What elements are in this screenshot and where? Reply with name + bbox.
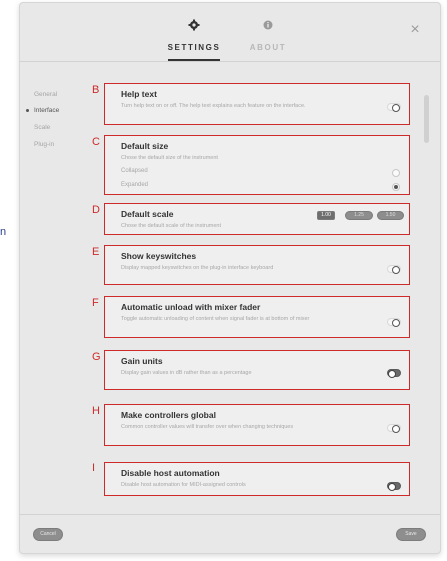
annotation-letter: I bbox=[92, 462, 96, 474]
setting-gain-units bbox=[104, 350, 410, 390]
setting-disable-host-automation bbox=[104, 462, 410, 496]
setting-automatic-unload bbox=[104, 296, 410, 338]
sidebar-item-scale[interactable]: Scale bbox=[34, 124, 51, 131]
setting-title: Make controllers global bbox=[121, 410, 216, 420]
active-tab-indicator bbox=[168, 59, 220, 61]
scale-option-1-00[interactable]: 1.00 bbox=[317, 211, 335, 220]
sidebar-item-label: Interface bbox=[34, 107, 60, 114]
setting-description: Display gain values in dB rather than as a percentage bbox=[121, 370, 252, 376]
setting-title: Default scale bbox=[121, 209, 174, 219]
setting-title: Automatic unload with mixer fader bbox=[121, 302, 261, 312]
option-label-collapsed: Collapsed bbox=[121, 168, 148, 174]
make-controllers-global-toggle[interactable] bbox=[387, 424, 401, 432]
tab-settings[interactable] bbox=[166, 19, 222, 55]
gain-units-toggle[interactable] bbox=[387, 369, 401, 377]
toggle-knob bbox=[392, 266, 400, 274]
sidebar-item-general[interactable]: General bbox=[34, 91, 58, 98]
scale-option-1-50[interactable]: 1.50 bbox=[377, 211, 404, 220]
sidebar-item-interface[interactable] bbox=[34, 107, 59, 114]
setting-help-text bbox=[104, 83, 410, 125]
setting-make-controllers-global bbox=[104, 404, 410, 446]
setting-show-keyswitches bbox=[104, 245, 410, 285]
tab-about[interactable] bbox=[246, 19, 290, 55]
tab-about-label: ABOUT bbox=[249, 43, 287, 52]
setting-default-size bbox=[104, 135, 410, 195]
tab-settings-label: SETTINGS bbox=[167, 43, 221, 52]
setting-title: Disable host automation bbox=[121, 468, 220, 478]
settings-dialog bbox=[19, 2, 441, 554]
setting-title: Help text bbox=[121, 89, 157, 99]
scale-option-1-25[interactable]: 1.25 bbox=[345, 211, 373, 220]
annotation-letter: C bbox=[92, 136, 100, 148]
setting-description: Toggle automatic unloading of content when signal fader is at bottom of mixer bbox=[121, 316, 310, 322]
setting-title: Show keyswitches bbox=[121, 251, 197, 261]
annotation-letter: H bbox=[92, 405, 100, 417]
setting-description: Display mapped keyswitches on the plug-in interface keyboard bbox=[121, 265, 274, 271]
setting-description: Disable host automation for MIDI-assigned controls bbox=[121, 482, 246, 488]
dialog-header bbox=[20, 3, 440, 62]
cancel-button[interactable]: Cancel bbox=[33, 528, 63, 541]
toggle-knob bbox=[392, 104, 400, 112]
help-text-toggle[interactable] bbox=[387, 103, 401, 111]
toggle-knob bbox=[392, 319, 400, 327]
annotation-letter: B bbox=[92, 84, 100, 96]
close-icon[interactable]: × bbox=[410, 21, 420, 38]
setting-description: Turn help text on or off. The help text explains each feature on the interface. bbox=[121, 103, 306, 109]
annotation-letter: D bbox=[92, 204, 100, 216]
annotation-letter: E bbox=[92, 246, 100, 258]
setting-description: Chose the default scale of the instrument bbox=[121, 223, 221, 229]
radio-expanded[interactable] bbox=[392, 183, 400, 191]
annotation-letter: G bbox=[92, 351, 101, 363]
active-dot-icon bbox=[26, 109, 29, 112]
setting-title: Default size bbox=[121, 141, 169, 151]
radio-collapsed[interactable] bbox=[392, 169, 400, 177]
info-icon bbox=[262, 19, 274, 31]
toggle-knob bbox=[388, 370, 396, 378]
scrollbar-thumb[interactable] bbox=[424, 95, 429, 143]
dialog-footer bbox=[20, 514, 440, 553]
save-button[interactable]: Save bbox=[396, 528, 426, 541]
automatic-unload-toggle[interactable] bbox=[387, 318, 401, 326]
margin-marker: n bbox=[0, 226, 7, 238]
option-label-expanded: Expanded bbox=[121, 182, 149, 188]
show-keyswitches-toggle[interactable] bbox=[387, 265, 401, 273]
setting-default-scale bbox=[104, 203, 410, 235]
setting-description: Chose the default size of the instrument bbox=[121, 155, 218, 161]
disable-host-automation-toggle[interactable] bbox=[387, 482, 401, 490]
toggle-knob bbox=[392, 425, 400, 433]
toggle-knob bbox=[388, 483, 396, 491]
annotation-letter: F bbox=[92, 297, 99, 309]
setting-description: Common controller values will transfer over when changing techniques bbox=[121, 424, 294, 430]
setting-title: Gain units bbox=[121, 356, 163, 366]
settings-gear-icon bbox=[188, 19, 200, 31]
sidebar-item-plug-in[interactable]: Plug-in bbox=[34, 141, 55, 148]
